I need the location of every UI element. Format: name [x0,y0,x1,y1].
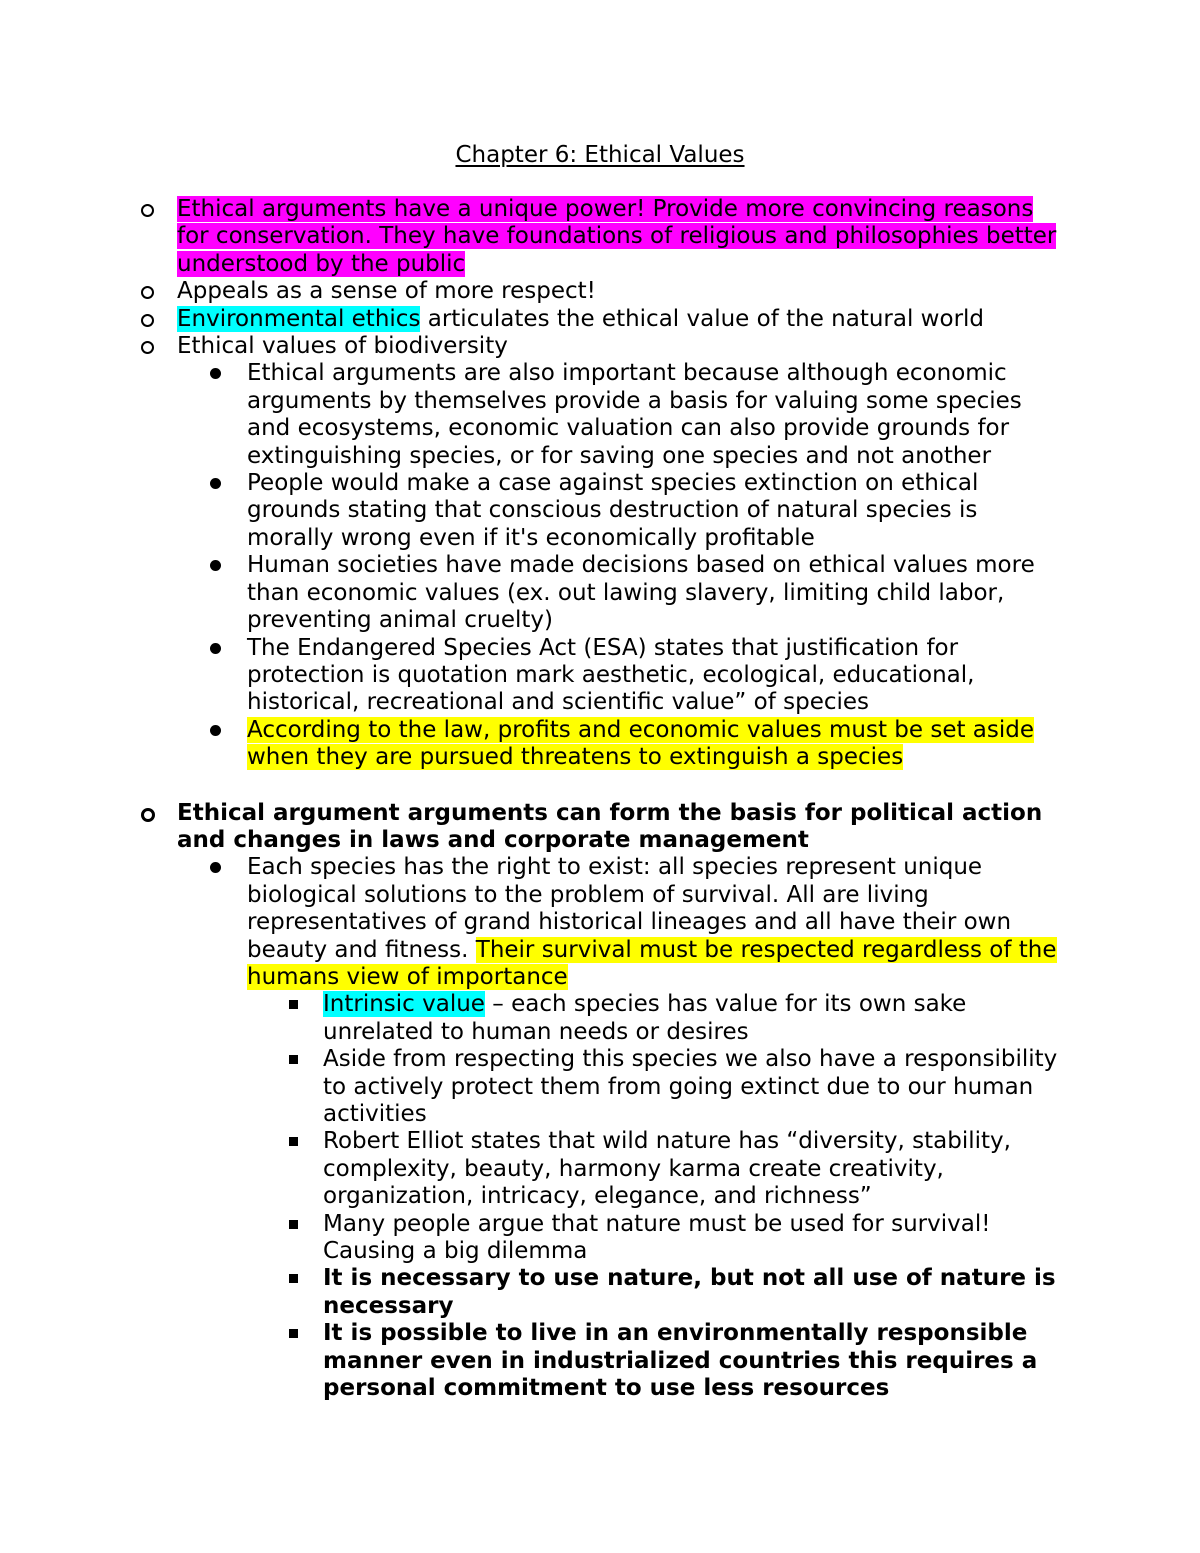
highlighted-text: Their survival must be respected regardless of the humans view of importance [247,936,1057,990]
sub-list-item [0,635,1057,717]
list-item [0,306,1057,333]
square-bullet-icon [289,1329,298,1338]
highlighted-term: Intrinsic value [323,991,485,1018]
sub-sub-list-item [0,1265,1058,1320]
dot-bullet-icon [210,478,221,489]
square-bullet-icon [289,1137,298,1146]
list-item-text: Aside from respecting this species we also have a responsibility to actively protect them from going extinct due to our human activities [323,1046,1058,1127]
list-item-text: Ethical values of biodiversity [177,333,508,360]
highlighted-text: Ethical arguments have a unique power! Provide more convincing reasons for conservation. [177,196,1034,250]
sub-sub-list-item [0,991,1058,1046]
list-item [0,333,1057,360]
document-title: Chapter 6: Ethical Values [455,142,745,168]
circle-bullet-icon [141,800,155,829]
highlighted-text: They have foundations of religious and philosophies better understood by the public [177,223,1057,277]
dot-bullet-icon [210,725,221,736]
list-item-text: Ethical argument arguments can form the basis for political action and changes in laws and corporate management [177,799,1043,853]
sub-list-item [0,360,1057,470]
square-bullet-icon [289,1000,298,1009]
dot-bullet-icon [210,368,221,379]
square-bullet-icon [289,1220,298,1229]
list-item-text: Ethical arguments are also important because although economic arguments by themselves provide a basis for valuing some species and ecosystems, economic valuation can also provide grounds for extinguishing species, or for saving one species and not another [247,360,1022,469]
square-bullet-icon [289,1055,298,1064]
circle-bullet-icon [141,278,154,306]
circle-bullet-icon [141,306,154,334]
sub-list-item [0,717,1057,772]
sub-list-item [0,470,1057,552]
list-item-text: Appeals as a sense of more respect! [177,278,596,305]
dot-bullet-icon [210,862,221,873]
list-item [0,196,1057,278]
list-item [0,800,1057,855]
list-item-text: The Endangered Species Act (ESA) states that justification for protection is quotation mark aesthetic, ecological, educational, historical, recreational and scientific value” of species [247,634,975,716]
sub-sub-list-item [0,1046,1058,1128]
list-item [0,278,1057,305]
list-item-text: It is necessary to use nature, but not all use of nature is necessary [323,1265,1056,1319]
list-item-text: Many people argue that nature must be used for survival! Causing a big dilemma [323,1210,991,1265]
sub-sub-list-item [0,1128,1058,1210]
circle-bullet-icon [141,333,154,361]
list-item-text: Robert Elliot states that wild nature has “diversity, stability, complexity, beauty, harmony karma create creativity, organization, intricacy, elegance, and richness” [323,1128,1011,1210]
list-item-text: Human societies have made decisions based on ethical values more than economic values (ex. out lawing slavery, limiting child labor, preventing animal cruelty) [247,552,1035,634]
highlighted-term: Environmental ethics [177,305,421,332]
circle-bullet-icon [141,196,154,224]
list-item-text: People would make a case against species extinction on ethical grounds stating that conscious destruction of natural species is morally wrong even if it's economically profitable [247,470,979,551]
list-item-text: Each species has the right to exist: all species represent unique biological solutions to the problem of survival. All are living representatives of grand historical lineages and all have their own beauty and fitness. [247,854,1012,963]
outline-list [0,196,1200,1402]
sub-sub-list-item [0,1211,1058,1266]
sub-list-item [0,552,1057,634]
dot-bullet-icon [210,643,221,654]
sub-sub-list-item [0,1320,1058,1402]
list-item-text: It is possible to live in an environmentally responsible manner even in industrialized countries this requires a personal commitment to use less resources [323,1320,1038,1402]
list-item-text: – each species has value for its own sake unrelated to human needs or desires [323,991,967,1045]
dot-bullet-icon [210,560,221,571]
spacer [0,772,1200,800]
list-item-text: articulates the ethical value of the natural world [420,305,985,332]
square-bullet-icon [289,1274,298,1283]
highlighted-text: According to the law, profits and economic values must be set aside when they are pursued threatens to extinguish a species [247,716,1035,771]
sub-list-item [0,854,1057,991]
